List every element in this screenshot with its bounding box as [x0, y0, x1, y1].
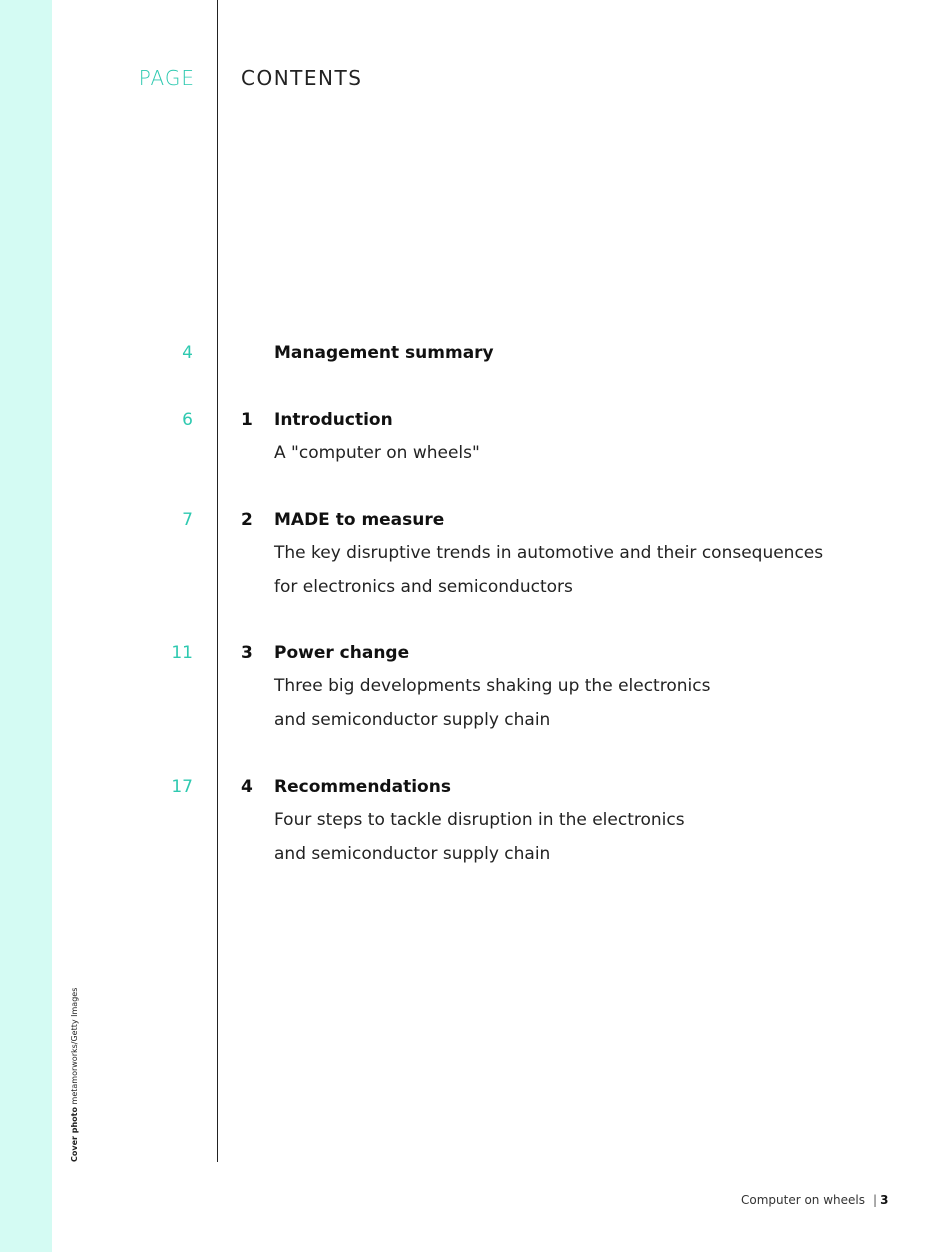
toc-title[interactable]: MADE to measure: [274, 510, 445, 530]
toc-subtitle-line: Three big developments shaking up the electronics: [274, 676, 711, 696]
toc-subtitle-line: and semiconductor supply chain: [274, 843, 551, 864]
toc-title[interactable]: Management summary: [274, 343, 494, 363]
toc-title[interactable]: Introduction: [274, 410, 393, 430]
column-divider: [217, 0, 218, 1162]
toc-subtitle-line: Four steps to tackle disruption in the electronics: [274, 810, 685, 830]
toc-page-number: 11: [171, 643, 193, 663]
credit-label: Cover photo: [70, 1107, 79, 1162]
footer-separator: |: [873, 1193, 878, 1207]
cover-photo-credit: [70, 988, 79, 1162]
toc-subtitle-line: for electronics and semiconductors: [274, 576, 573, 597]
chapter-number: 4: [241, 777, 253, 797]
chapter-number: 1: [241, 410, 253, 430]
footer-page-number: 3: [880, 1193, 889, 1207]
toc-subtitle-line: and semiconductor supply chain: [274, 709, 551, 730]
toc-page-number: 6: [182, 410, 193, 430]
credit-text: metamorworks/Getty Images: [70, 987, 79, 1105]
chapter-number: 2: [241, 510, 253, 530]
contents-heading: CONTENTS: [241, 66, 363, 90]
footer-doc-title: Computer on wheels: [741, 1193, 866, 1207]
page-footer: [741, 1193, 888, 1207]
toc-page-number: 7: [182, 510, 193, 530]
toc-subtitle-line: The key disruptive trends in automotive and their consequences: [274, 543, 824, 563]
side-color-band: [0, 0, 52, 1252]
toc-subtitle-line: A "computer on wheels": [274, 443, 480, 463]
page-column-header: PAGE: [138, 66, 195, 90]
chapter-number: 3: [241, 643, 253, 663]
toc-page-number: 17: [171, 777, 193, 797]
toc-title[interactable]: Recommendations: [274, 777, 451, 797]
toc-title[interactable]: Power change: [274, 643, 410, 663]
toc-page-number: 4: [182, 343, 193, 363]
